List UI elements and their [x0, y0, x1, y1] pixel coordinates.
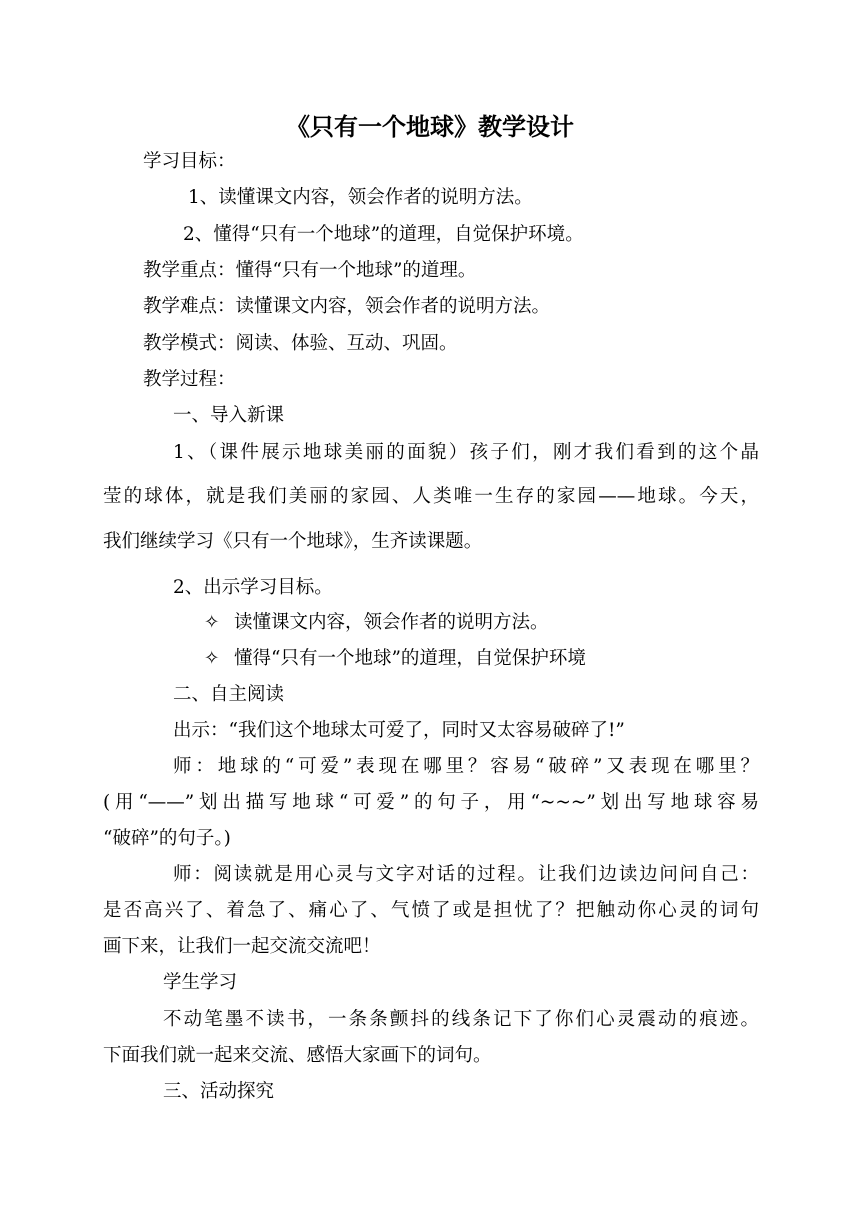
bullet-item-2 — [204, 647, 586, 671]
teacher-question-line-1: 师：地球的“可爱”表现在哪里？容易“破碎”又表现在哪里？ — [173, 756, 759, 777]
bullet-item-2-text: 懂得“只有一个地球”的道理，自觉保护环境 — [234, 648, 586, 669]
teacher-question-line-3: “破碎”的句子。) — [103, 828, 231, 849]
diamond-bullet-icon: ✧ — [204, 612, 220, 633]
summary-line-2: 下面我们就一起来交流、感悟大家画下的词句。 — [103, 1045, 492, 1066]
difficulty: 教学难点：读懂课文内容，领会作者的说明方法。 — [143, 296, 551, 317]
objectives-heading: 学习目标： — [143, 151, 236, 172]
teaching-mode: 教学模式：阅读、体验、互动、巩固。 — [143, 333, 458, 354]
section-1-heading: 一、导入新课 — [173, 405, 285, 426]
teacher-guide-line-1: 师：阅读就是用心灵与文字对话的过程。让我们边读边问问自己： — [173, 864, 759, 885]
document-title: 《只有一个地球》教学设计 — [286, 113, 574, 141]
section-1-paragraph-line-1: 1、（课件展示地球美丽的面貌）孩子们，刚才我们看到的这个晶 — [173, 442, 759, 463]
summary-line-1: 不动笔墨不读书，一条条颤抖的线条记下了你们心灵震动的痕迹。 — [163, 1009, 759, 1030]
key-point: 教学重点：懂得“只有一个地球”的道理。 — [143, 260, 477, 281]
section-1-paragraph-line-2: 莹的球体，就是我们美丽的家园、人类唯一生存的家园——地球。今天， — [103, 486, 759, 507]
objective-item-1: 1、读懂课文内容，领会作者的说明方法。 — [188, 187, 533, 208]
bullet-item-1 — [204, 611, 549, 635]
section-1-paragraph-line-3: 我们继续学习《只有一个地球》，生齐读课题。 — [103, 531, 483, 552]
bullet-item-1-text: 读懂课文内容，领会作者的说明方法。 — [234, 612, 549, 633]
student-study: 学生学习 — [163, 972, 238, 993]
teacher-guide-line-3: 画下来，让我们一起交流交流吧！ — [103, 936, 381, 957]
section-2-heading: 二、自主阅读 — [173, 684, 285, 705]
teacher-guide-line-2: 是否高兴了、着急了、痛心了、气愤了或是担忧了？把触动你心灵的词句 — [103, 900, 759, 921]
section-3-heading: 三、活动探究 — [163, 1081, 275, 1102]
objective-item-2: 2、懂得“只有一个地球”的道理，自觉保护环境。 — [183, 224, 584, 245]
process-heading: 教学过程： — [143, 369, 236, 390]
diamond-bullet-icon: ✧ — [204, 648, 220, 669]
section-2-show: 出示：“我们这个地球太可爱了，同时又太容易破碎了!” — [173, 720, 625, 741]
section-1-item-2: 2、出示学习目标。 — [173, 577, 333, 598]
teacher-question-line-2: (用“——”划出描写地球“可爱”的句子，用“~~~”划出写地球容易 — [103, 792, 759, 813]
